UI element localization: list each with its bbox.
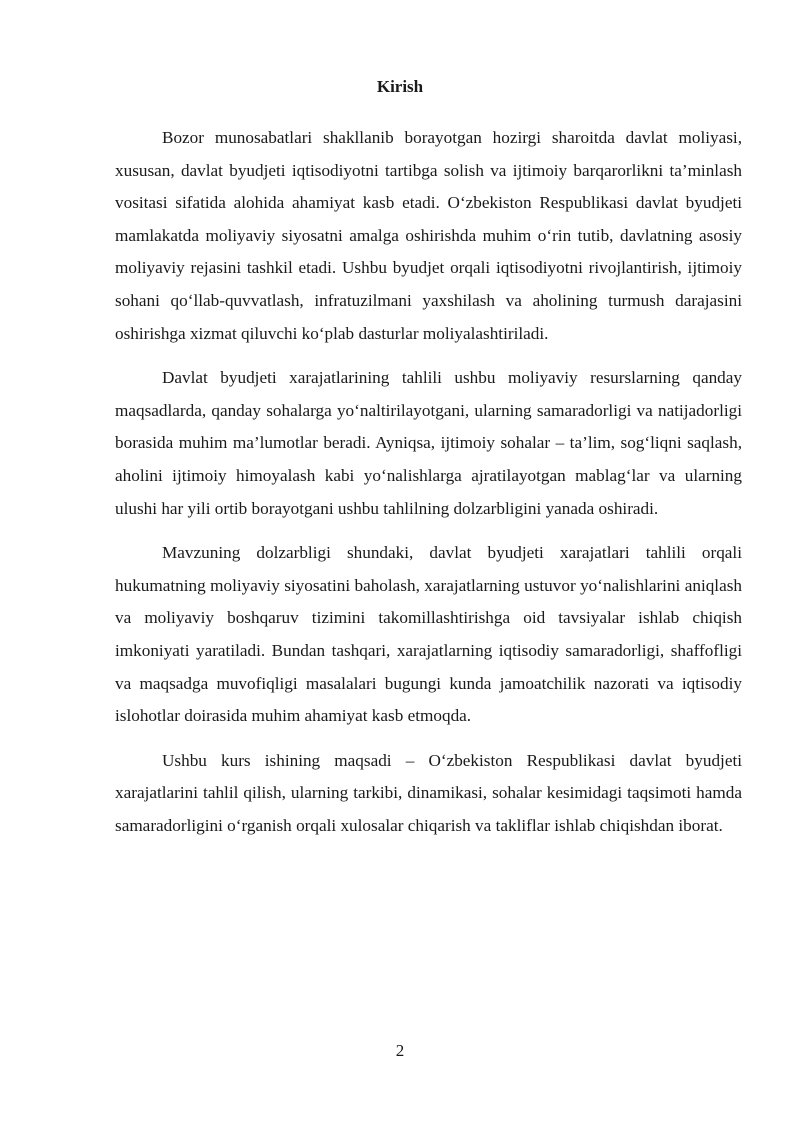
page-number: 2 (395, 1041, 405, 1060)
paragraph-4: Ushbu kurs ishining maqsadi – O‘zbekiston Respublikasi davlat byudjeti xarajatlarini tahlil qilish, ularning tarkibi, dinamikasi, sohalar kesimidagi taqsimoti hamda samaradorligini o‘rganish orqali xulosalar chiqarish va takliflar ishlab chiqishdan iborat. (115, 750, 742, 835)
body-text (115, 122, 742, 854)
page-title: Kirish (376, 77, 424, 96)
paragraph-3: Mavzuning dolzarbligi shundaki, davlat byudjeti xarajatlari tahlili orqali hukumatning moliyaviy siyosatini baholash, xarajatlarning ustuvor yo‘nalishlarini aniqlash va moliyaviy boshqaruv tizimini takomillashtirishga oid tavsiyalar ishlab chiqish imkoniyati yaratiladi. Bundan tashqari, xarajatlarning iqtisodiy samaradorligi, shaffofligi va maqsadga muvofiqligi masalalari bugungi kunda jamoatchilik nazorati va iqtisodiy islohotlar doirasida muhim ahamiyat kasb etmoqda. (115, 543, 742, 726)
paragraph-2: Davlat byudjeti xarajatlarining tahlili ushbu moliyaviy resurslarning qanday maqsadlarda, qanday sohalarga yo‘naltirilayotgani, ularning samaradorligi va natijadorligi borasida muhim ma’lumotlar beradi. Ayniqsa, ijtimoiy sohalar – ta’lim, sog‘liqni saqlash, aholini ijtimoiy himoyalash kabi yo‘nalishlarga ajratilayotgan mablag‘lar va ularning ulushi har yili ortib borayotgani ushbu tahlilning dolzarbligini yanada oshiradi. (115, 368, 742, 518)
paragraph-1: Bozor munosabatlari shakllanib borayotgan hozirgi sharoitda davlat moliyasi, xususan, davlat byudjeti iqtisodiyotni tartibga solish va ijtimoiy barqarorlikni ta’minlash vositasi sifatida alohida ahamiyat kasb etadi. O‘zbekiston Respublikasi davlat byudjeti mamlakatda moliyaviy siyosatni amalga oshirishda muhim o‘rin tutib, davlatning asosiy moliyaviy rejasini tashkil etadi. Ushbu byudjet orqali iqtisodiyotni rivojlantirish, ijtimoiy sohani qo‘llab-quvvatlash, infratuzilmani yaxshilash va aholining turmush darajasini oshirishga xizmat qiluvchi ko‘plab dasturlar moliyalashtiriladi. (115, 128, 742, 343)
